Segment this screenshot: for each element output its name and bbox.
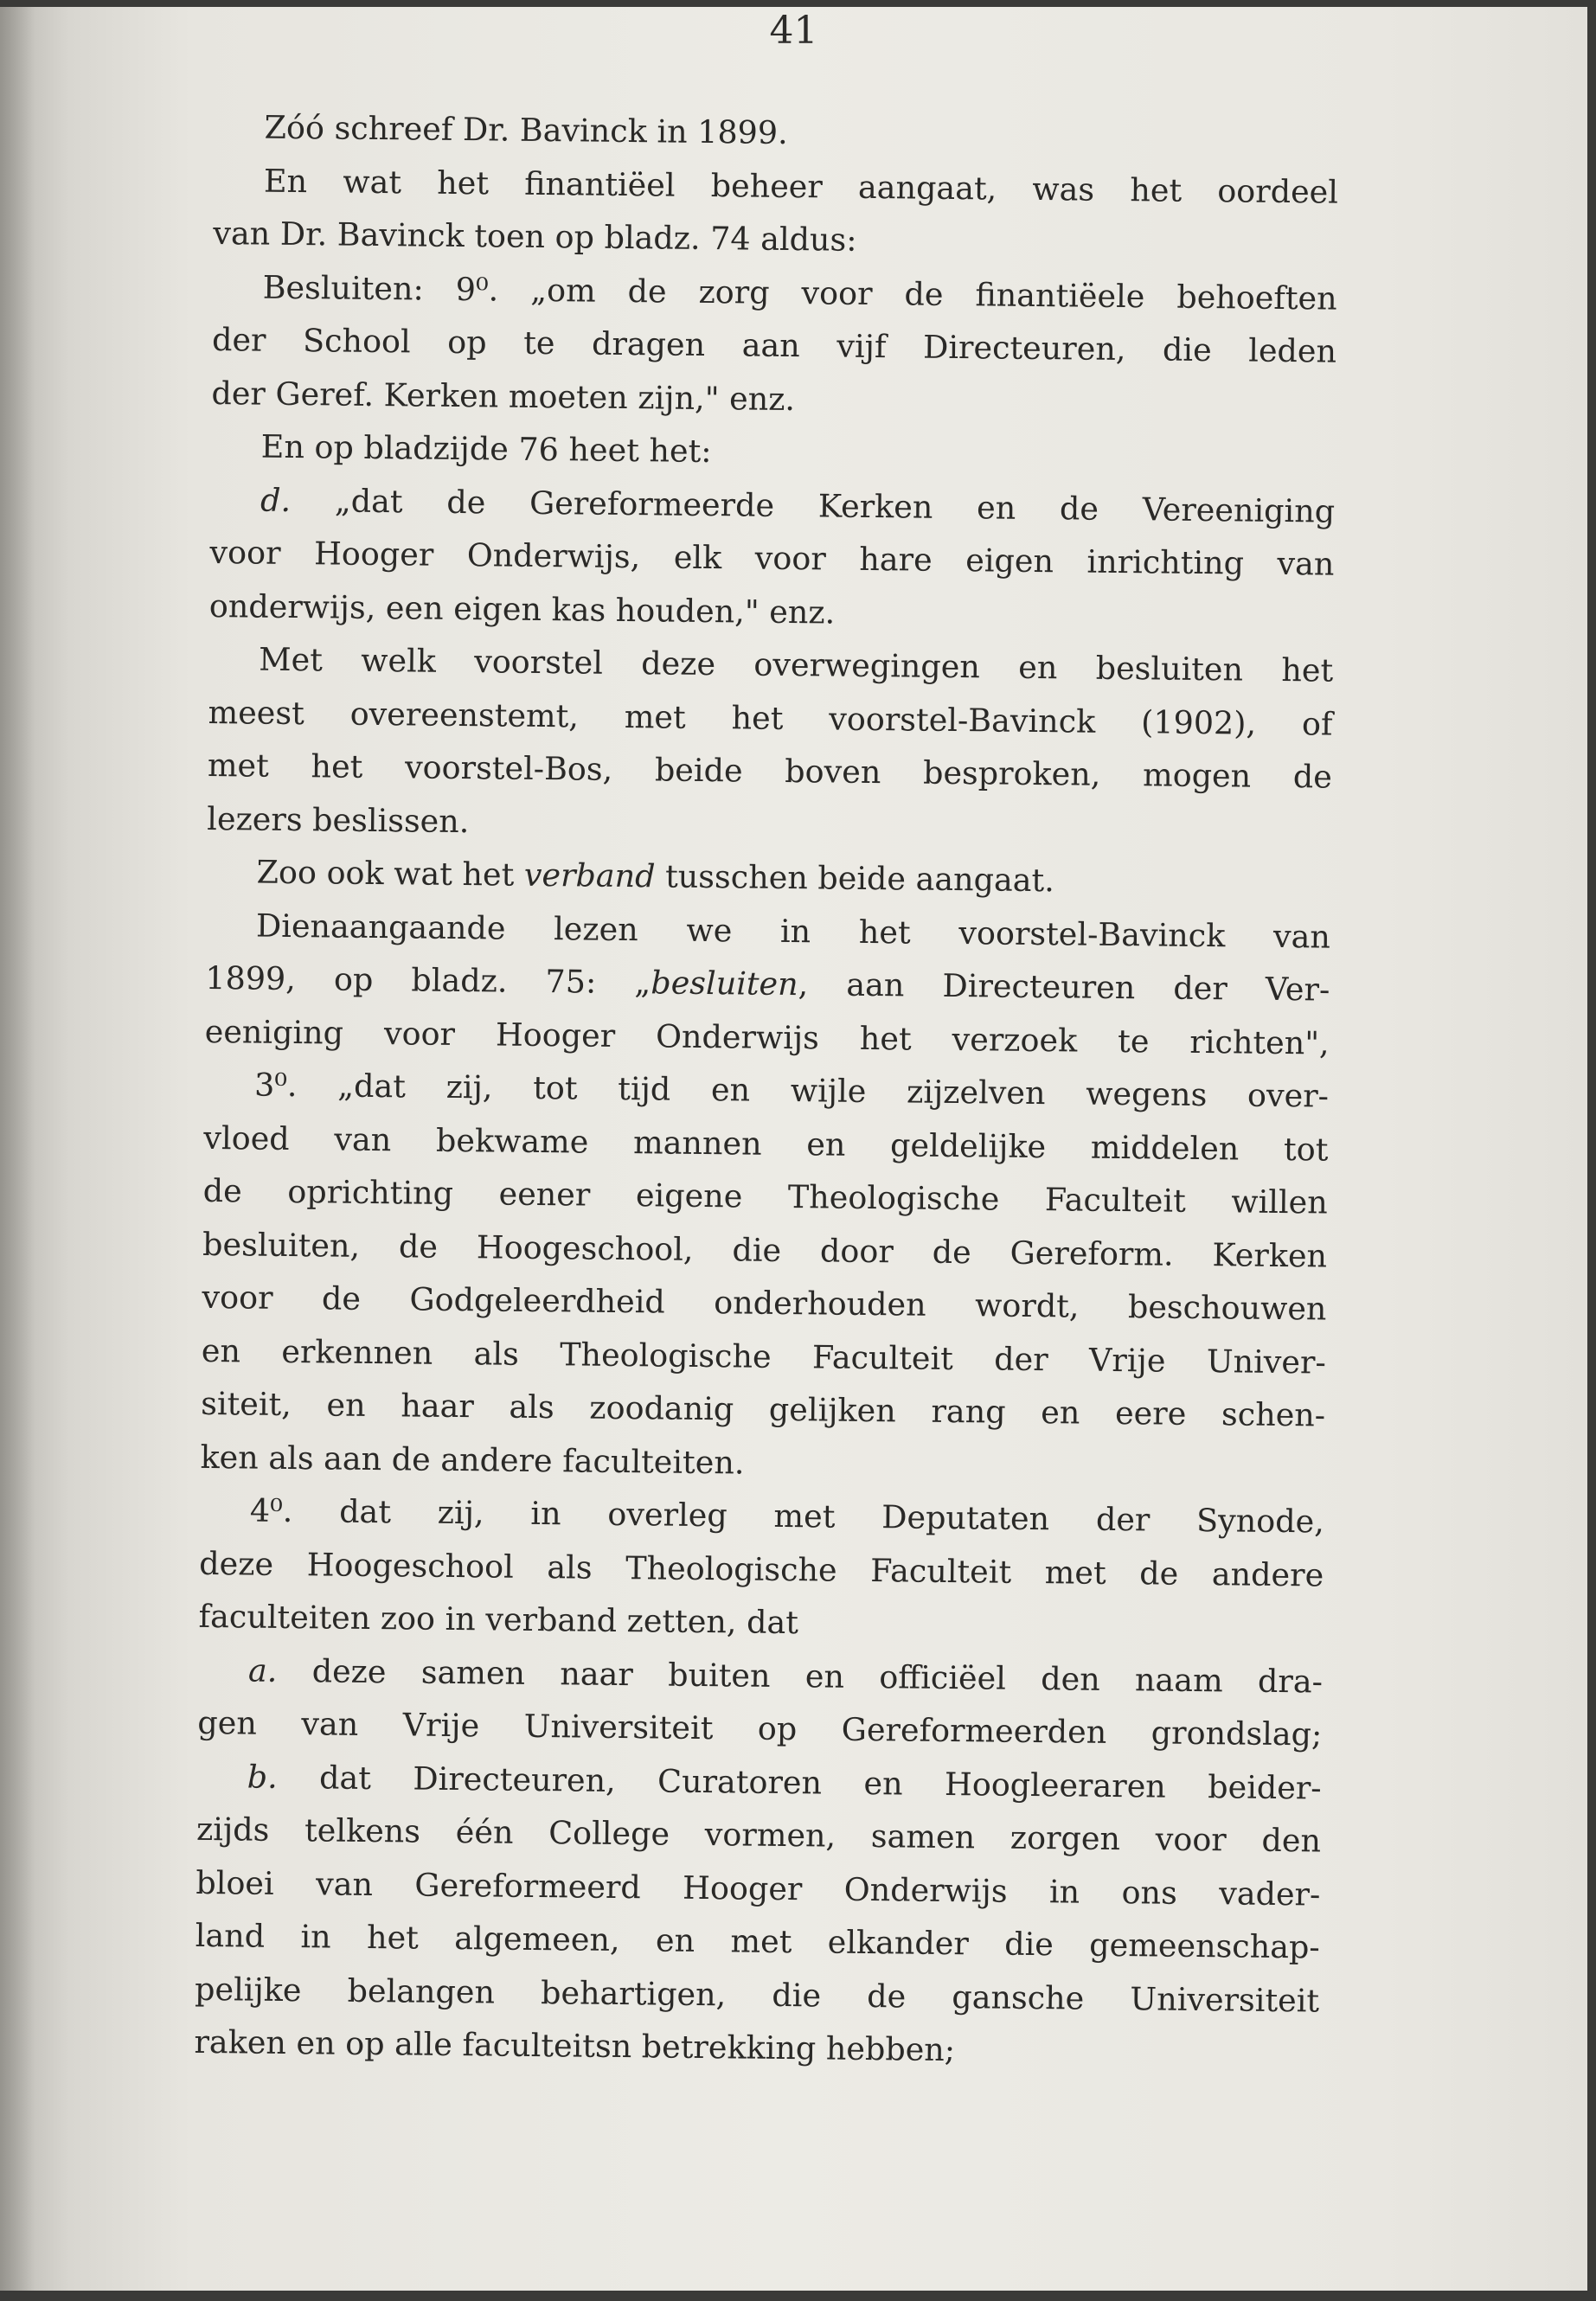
text-segment: eeniging voor Hooger Onderwijs het verzoek te richten", [204,1012,1330,1062]
text-segment: voor de Godgeleerdheid onderhouden wordt, beschouwen [202,1278,1327,1328]
page-edge-shadow [0,7,35,2291]
text-segment: Zoo ook wat het [256,853,525,894]
italic-word: besluiten [651,964,798,1003]
text-segment: en erkennen als Theologische Faculteit der Vrije Univer- [201,1331,1327,1381]
text-segment: ken als aan de andere faculteiten. [200,1438,745,1481]
text-segment: bloei van Gereformeerd Hooger Onderwijs in ons vader- [195,1863,1321,1913]
text-segment: de oprichting eener eigene Theologische Faculteit willen [202,1171,1328,1221]
text-segment: deze Hoogeschool als Theologische Faculteit met de andere [199,1544,1324,1594]
text-segment: besluiten, de Hoogeschool, die door de Gereform. Kerken [202,1225,1328,1275]
text-segment: zijds telkens één College vormen, samen zorgen voor den [195,1810,1322,1860]
text-segment: Zóó schreef Dr. Bavinck in 1899. [264,108,788,151]
list-marker: d. [260,481,292,519]
text-segment: „dat de Gereformeerde Kerken en de Vereeniging [334,481,1336,530]
body-text [194,100,1339,2080]
text-segment: 3⁰. „dat zij, tot tijd en wijle zijzelven wegens over- [253,1066,1330,1115]
text-segment: gen van Vrije Universiteit op Gereformeerden grondslag; [197,1703,1323,1753]
text-segment: lezers beslissen. [207,799,470,840]
text-segment: En wat het finantiëel beheer aangaat, was het oordeel [263,162,1339,211]
list-marker: a. [247,1651,278,1689]
text-segment: dat Directeuren, Curatoren en Hoogleeraren beider- [318,1758,1322,1807]
text-segment: 1899, op bladz. 75: „ [205,958,651,1002]
text-segment: siteit, en haar als zoodanig gelijken rang en eere schen- [200,1384,1326,1434]
text-segment: pelijke belangen behartigen, die de gansche Universiteit [194,1970,1320,2019]
text-segment: tusschen beide aangaat. [655,857,1055,900]
book-page [0,7,1587,2291]
text-segment: van Dr. Bavinck toen op bladz. 74 aldus: [213,214,857,259]
text-segment: deze samen naar buiten en officiëel den naam dra- [311,1651,1324,1701]
text-segment: der Geref. Kerken moeten zijn," enz. [211,374,796,418]
text-segment: En op bladzijde 76 heet het: [260,427,712,471]
page-number: 41 [769,9,818,53]
text-segment: land in het algemeen, en met elkander die gemeenschap- [195,1916,1320,1966]
text-segment: der School op te dragen aan vijf Directeuren, die leden [211,320,1337,370]
text-segment: met het voorstel-Bos, beide boven besproken, mogen de [207,746,1333,796]
text-segment: , aan Directeuren der Ver- [798,965,1330,1009]
text-segment: vloed van bekwame mannen en geldelijke middelen tot [203,1118,1329,1169]
text-segment: 4⁰. dat zij, in overleg met Deputaten der Synode, [249,1491,1325,1541]
italic-word: verband [523,856,656,895]
text-segment: Besluiten: 9⁰. „om de zorg voor de finantiëele behoeften [262,268,1337,317]
text-segment: faculteiten zoo in verband zetten, dat [198,1597,799,1642]
text-segment: meest overeenstemt, met het voorstel-Bavinck (1902), of [208,693,1333,743]
text-segment: onderwijs, een eigen kas houden," enz. [208,586,836,631]
list-marker: b. [247,1758,278,1796]
text-segment: voor Hooger Onderwijs, elk voor hare eigen inrichting van [209,533,1335,583]
text-segment: Met welk voorstel deze overwegingen en besluiten het [259,640,1334,689]
text-segment: raken en op alle faculteitsn betrekking hebben; [194,2022,956,2069]
text-segment: Dienaangaande lezen we in het voorstel-Bavinck van [255,907,1331,956]
